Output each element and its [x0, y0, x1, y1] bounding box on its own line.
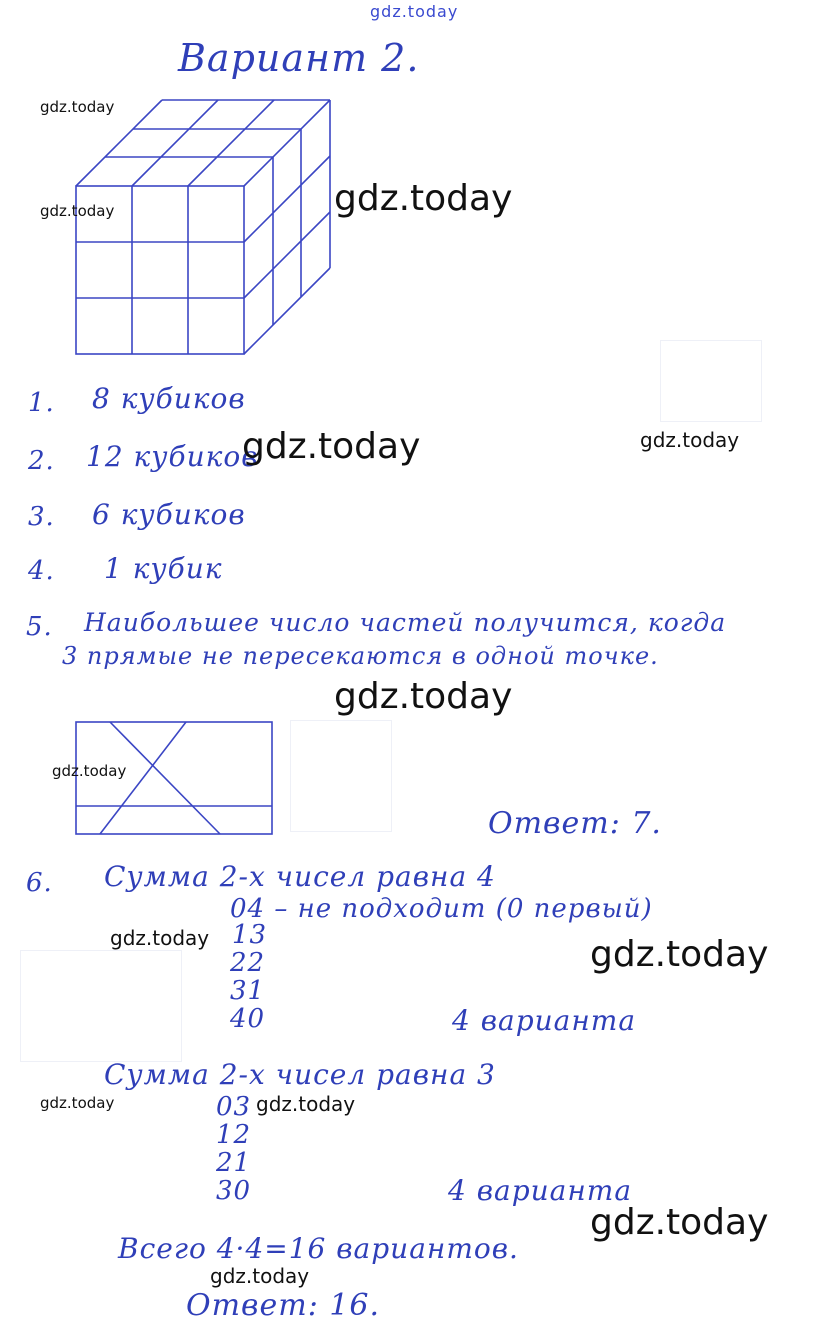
watermark: gdz.today — [242, 426, 421, 467]
item-text: 12 кубиков — [86, 440, 259, 473]
watermark: gdz.today — [40, 202, 115, 220]
watermark: gdz.today — [40, 98, 115, 116]
item-text: 8 кубиков — [92, 382, 246, 415]
watermark: gdz.today — [640, 428, 740, 452]
item6-heading1: Сумма 2-х чисел равна 4 — [104, 860, 496, 893]
watermark: gdz.today — [590, 934, 769, 975]
item-text: 6 кубиков — [92, 498, 246, 531]
item-text: 1 кубик — [104, 552, 223, 585]
number-pair: 31 — [230, 976, 266, 1006]
item5-line1: Наибольшее число частей получится, когда — [84, 608, 727, 637]
number-pair: 03 — [216, 1092, 252, 1122]
watermark: gdz.today — [256, 1092, 356, 1116]
watermark: gdz.today — [334, 178, 513, 219]
watermark: gdz.today — [52, 762, 127, 780]
watermark-top: gdz.today — [370, 2, 459, 21]
number-pair: 13 — [232, 920, 268, 950]
variant-count: 4 варианта — [448, 1174, 633, 1207]
item-number: 1. — [28, 388, 55, 418]
item-number: 2. — [28, 446, 55, 476]
item6-heading2: Сумма 2-х чисел равна 3 — [104, 1058, 496, 1091]
number-pair: 40 — [230, 1004, 266, 1034]
item-number: 3. — [28, 502, 55, 532]
watermark: gdz.today — [334, 676, 513, 717]
item-number: 6. — [26, 868, 53, 898]
watermark: gdz.today — [210, 1264, 310, 1288]
item-number: 5. — [26, 612, 53, 642]
item6-answer: Ответ: 16. — [186, 1288, 381, 1323]
item6-first-line: 04 – не подходит (0 первый) — [230, 894, 653, 924]
item5-answer: Ответ: 7. — [488, 806, 662, 841]
number-pair: 30 — [216, 1176, 252, 1206]
variant-count: 4 варианта — [452, 1004, 637, 1037]
item6-total: Всего 4·4=16 вариантов. — [118, 1232, 519, 1265]
item-number: 4. — [28, 556, 55, 586]
number-pair: 21 — [216, 1148, 252, 1178]
item5-line2: 3 прямые не пересекаются в одной точке. — [62, 642, 659, 670]
number-pair: 12 — [216, 1120, 252, 1150]
page-title: Вариант 2. — [178, 36, 420, 80]
watermark: gdz.today — [590, 1202, 769, 1243]
watermark: gdz.today — [110, 926, 210, 950]
number-pair: 22 — [230, 948, 266, 978]
watermark: gdz.today — [40, 1094, 115, 1112]
